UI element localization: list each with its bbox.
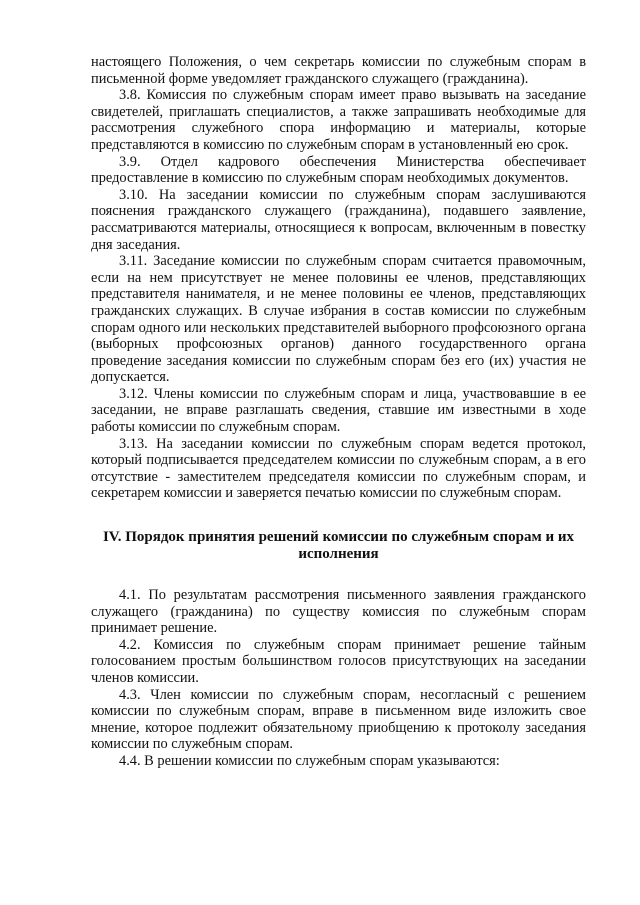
section-heading: IV. Порядок принятия решений комиссии по служебным спорам и их исполнения (102, 529, 575, 563)
paragraph-4-3: 4.3. Член комиссии по служебным спорам, несогласный с решением комиссии по служебным спорам, вправе в письменном виде изложить свое мнение, которое подлежит обязательному приобщению к протоколу заседания комиссии по служебным спорам. (91, 686, 586, 753)
document-page (91, 54, 586, 770)
paragraph-4-4: 4.4. В решении комиссии по служебным спорам указываются: (119, 752, 500, 769)
paragraph-4-2: 4.2. Комиссия по служебным спорам принимает решение тайным голосованием простым большинством голосов присутствующих на заседании членов комиссии. (91, 636, 586, 686)
paragraph-3-11: 3.11. Заседание комиссии по служебным спорам считается правомочным, если на нем присутствует не менее половины ее членов, представляющих представителя нанимателя, и не менее половины ее членов, представляющих гражданских служащих. В случае избрания в состав комиссии по служебным спорам одного или нескольких представителей выборного профсоюзного органа (выборных профсоюзных органов) данного государственного органа проведение заседания комиссии по служебным спорам без его (их) участия не допускается. (91, 253, 586, 386)
paragraph-3-13: 3.13. На заседании комиссии по служебным спорам ведется протокол, который подписывается председателем комиссии по служебным спорам, а в его отсутствие - заместителем председателя комиссии по служебным спорам, и секретарем комиссии и заверяется печатью комиссии по служебным спорам. (91, 435, 586, 502)
paragraph-3-12: 3.12. Члены комиссии по служебным спорам и лица, участвовавшие в ее заседании, не вправе разглашать сведения, ставшие им известными в ходе работы комиссии по служебным спорам. (91, 385, 586, 436)
paragraph-3-9: 3.9. Отдел кадрового обеспечения Министерства обеспечивает предоставление в комиссию по служебным спорам необходимых документов. (91, 153, 586, 187)
paragraph-continuation: настоящего Положения, о чем секретарь комиссии по служебным спорам в письменной форме уведомляет гражданского служащего (гражданина). (91, 54, 586, 87)
paragraph-3-10: 3.10. На заседании комиссии по служебным спорам заслушиваются пояснения гражданского служащего (гражданина), подавшего заявление, рассматриваются материалы, относящиеся к вопросам, включенным в повестку дня заседания. (91, 186, 586, 253)
paragraph-3-8: 3.8. Комиссия по служебным спорам имеет право вызывать на заседание свидетелей, приглашать специалистов, а также запрашивать необходимые для рассмотрения служебного спора информацию и материалы, которые представляются в комиссию по служебным спорам в установленный ею срок. (91, 87, 586, 153)
paragraph-4-1: 4.1. По результатам рассмотрения письменного заявления гражданского служащего (гражданина) по существу комиссия по служебным спорам принимает решение. (91, 587, 586, 637)
